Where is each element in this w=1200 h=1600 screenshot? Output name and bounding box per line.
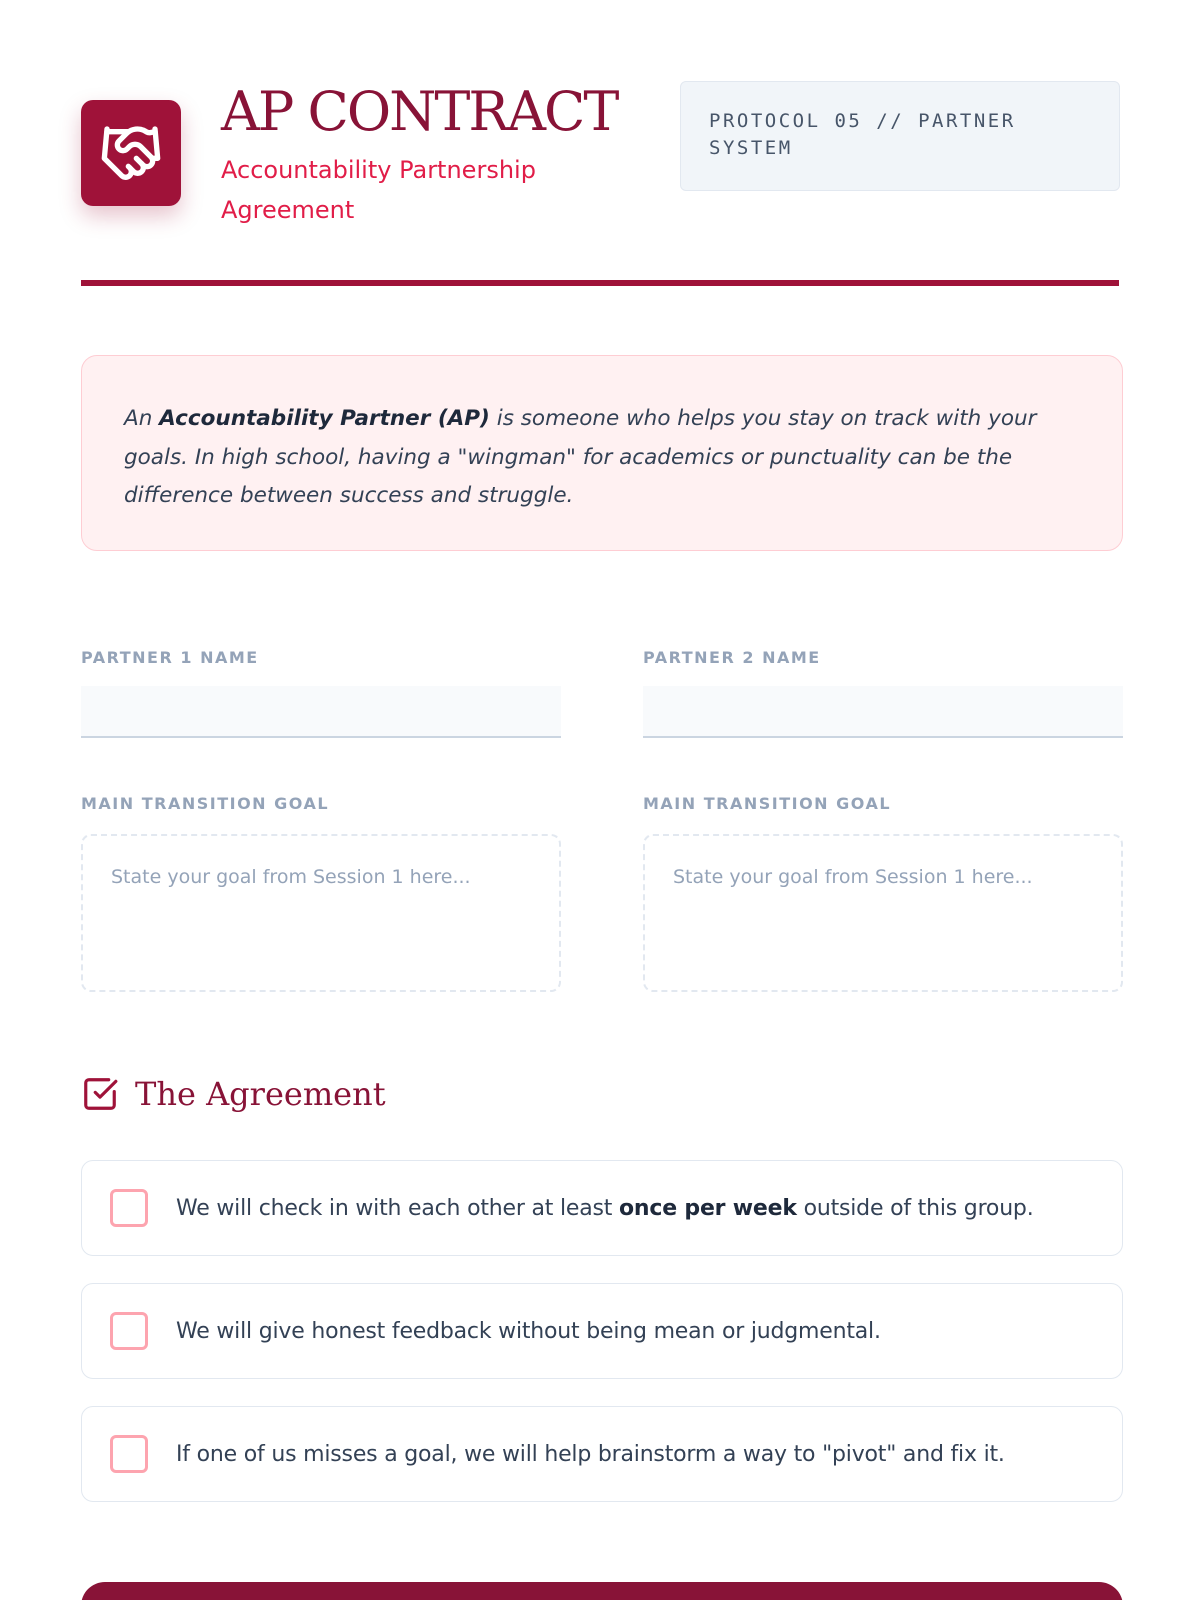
page-subtitle: Accountability Partnership Agreement [221, 156, 536, 224]
partner-2-label: PARTNER 2 NAME [643, 648, 821, 667]
page-title: AP CONTRACT [221, 80, 618, 143]
agreement-item[interactable] [81, 1283, 1123, 1379]
agreement-checkbox[interactable] [110, 1435, 148, 1473]
agreement-text: We will give honest feedback without being mean or judgmental. [176, 1318, 881, 1344]
submit-button[interactable] [81, 1582, 1123, 1600]
agreement-checkbox[interactable] [110, 1189, 148, 1227]
partner-1-name-input[interactable] [81, 686, 561, 738]
agreement-text-part: outside of this group. [796, 1195, 1034, 1221]
goal-1-label: MAIN TRANSITION GOAL [81, 794, 330, 813]
intro-text [124, 400, 1080, 516]
protocol-badge [680, 81, 1120, 191]
goal-2-textarea[interactable] [643, 834, 1123, 992]
partner-2-name-input[interactable] [643, 686, 1123, 738]
intro-suffix: is someone who helps you stay on track with your goals. In high school, having a "wingman" for academics or punctuality can be the difference between success and struggle. [124, 406, 1037, 508]
agreement-text: If one of us misses a goal, we will help brainstorm a way to "pivot" and fix it. [176, 1441, 1005, 1467]
agreement-item[interactable] [81, 1160, 1123, 1256]
protocol-label: PROTOCOL 05 // PARTNER SYSTEM [709, 110, 1016, 159]
agreement-text [176, 1196, 1034, 1221]
partner-1-label: PARTNER 1 NAME [81, 648, 259, 667]
intro-term: Accountability Partner (AP) [159, 406, 490, 431]
header [81, 0, 1119, 280]
intro-callout [81, 355, 1123, 551]
agreement-title: The Agreement [135, 1075, 386, 1113]
checkbox-checked-icon [81, 1075, 119, 1113]
agreement-heading [81, 1075, 386, 1113]
handshake-icon [99, 121, 163, 185]
goal-1-textarea[interactable] [81, 834, 561, 992]
intro-prefix: An [124, 406, 160, 431]
agreement-checkbox[interactable] [110, 1312, 148, 1350]
header-divider [81, 280, 1119, 286]
agreement-text-part: We will check in with each other at least [176, 1195, 619, 1221]
agreement-text-bold: once per week [619, 1195, 797, 1221]
agreement-item[interactable] [81, 1406, 1123, 1502]
goal-2-label: MAIN TRANSITION GOAL [643, 794, 892, 813]
logo [81, 100, 181, 206]
